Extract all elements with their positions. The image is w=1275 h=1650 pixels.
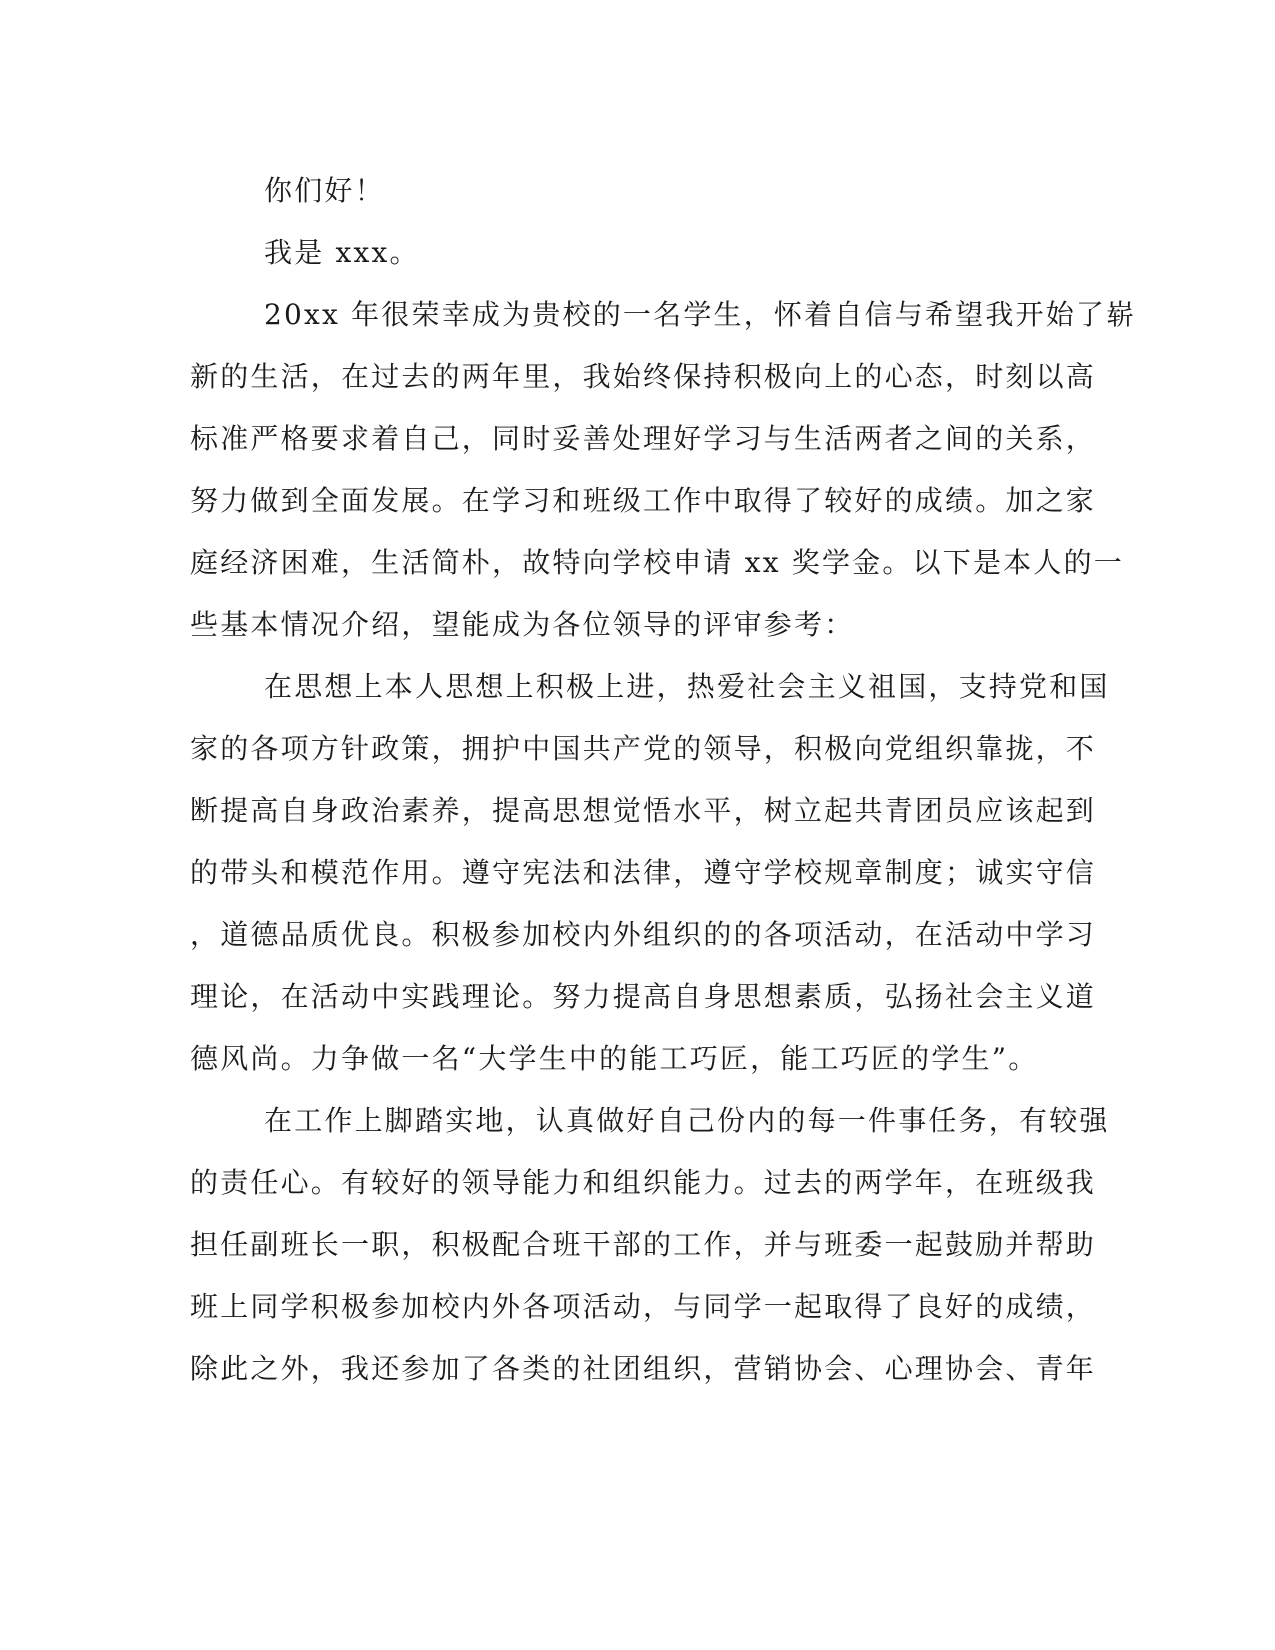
paragraph1-line: 新的生活，在过去的两年里，我始终保持积极向上的心态，时刻以高 [190,360,1097,393]
paragraph3-line: 除此之外，我还参加了各类的社团组织，营销协会、心理协会、青年 [190,1352,1097,1385]
paragraph3-line: 在工作上脚踏实地，认真做好自己份内的每一件事任务，有较强 [264,1104,1110,1137]
paragraph2-line: 在思想上本人思想上积极上进，热爱社会主义祖国，支持党和国 [264,670,1110,703]
paragraph1-line: 20xx 年很荣幸成为贵校的一名学生，怀着自信与希望我开始了崭 [264,298,1137,331]
paragraph3-line: 的责任心。有较好的领导能力和组织能力。过去的两学年，在班级我 [190,1166,1097,1199]
paragraph2-line: 德风尚。力争做一名“大学生中的能工巧匠，能工巧匠的学生”。 [190,1042,1039,1075]
paragraph1-line: 努力做到全面发展。在学习和班级工作中取得了较好的成绩。加之家 [190,484,1097,517]
paragraph3-line: 班上同学积极参加校内外各项活动，与同学一起取得了良好的成绩， [190,1290,1097,1323]
intro-line: 我是 xxx。 [264,236,420,269]
document-body [190,160,1137,1400]
paragraph1-line: 些基本情况介绍，望能成为各位领导的评审参考： [190,608,855,641]
paragraph1-line: 标准严格要求着自己，同时妥善处理好学习与生活两者之间的关系， [190,422,1097,455]
greeting-line: 你们好！ [264,174,385,207]
paragraph2-line: 家的各项方针政策，拥护中国共产党的领导，积极向党组织靠拢，不 [190,732,1097,765]
paragraph2-line: 的带头和模范作用。遵守宪法和法律，遵守学校规章制度；诚实守信 [190,856,1097,889]
paragraph2-line: 断提高自身政治素养，提高思想觉悟水平，树立起共青团员应该起到 [190,794,1097,827]
paragraph3-line: 担任副班长一职，积极配合班干部的工作，并与班委一起鼓励并帮助 [190,1228,1097,1261]
paragraph2-line: 理论，在活动中实践理论。努力提高自身思想素质，弘扬社会主义道 [190,980,1097,1013]
paragraph1-line: 庭经济困难，生活简朴，故特向学校申请 xx 奖学金。以下是本人的一 [190,546,1124,579]
paragraph2-line: ，道德品质优良。积极参加校内外组织的的各项活动，在活动中学习 [190,918,1097,951]
